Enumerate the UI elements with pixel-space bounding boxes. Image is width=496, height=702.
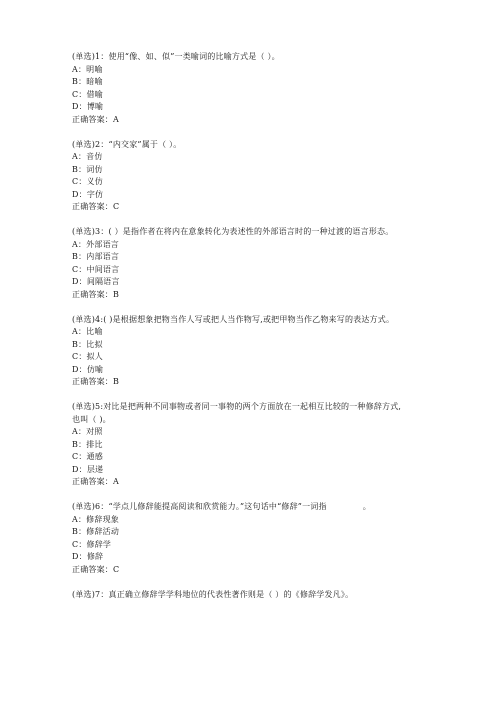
option-c: C：义仿 [72,177,103,186]
question-stem-line-2: 也叫（ )。 [72,414,111,424]
question-stem: (单选)3：( ）是指作者在将内在意象转化为表述性的外部语言时的一种过渡的语言形态。 [72,227,394,236]
option-c: C：借喻 [72,89,103,99]
correct-answer: 正确答案：C [72,564,120,574]
question-3 [72,226,432,301]
option-b: B：词仿 [72,164,103,174]
option-d: D：仿喻 [72,364,104,374]
correct-answer: 正确答案：A [72,114,119,124]
question-stem-line-1: (单选)5:对比是把两种不同事物或者同一事物的两个方面放在一起相互比较的一种修辞方式, [72,402,402,411]
question-1 [72,51,432,126]
option-a: A：外部语言 [72,239,119,249]
question-2 [72,139,432,214]
option-c: C：拟人 [72,352,103,361]
option-a: A：比喻 [72,327,103,336]
correct-answer: 正确答案：B [72,289,120,299]
option-a: A：明喻 [72,64,103,74]
option-a: A：修辞现象 [72,514,119,524]
option-b: B：暗喻 [72,77,103,86]
correct-answer: 正确答案：C [72,202,120,211]
option-c: C：修辞学 [72,539,112,549]
question-4 [72,314,432,389]
option-b: B：排比 [72,439,103,449]
option-a: A：音仿 [72,152,103,161]
question-stem [72,501,432,514]
option-c: C：通感 [72,452,103,461]
question-stem: (单选)2：“内交家”属于（ ）。 [72,139,182,149]
question-stem-end: 。 [362,502,371,511]
question-stem: (单选)4:( )是根据想象把物当作人写或把人当作物写,或把甲物当作乙物来写的表达方式。 [72,314,395,324]
question-stem: (单选)1：使用“像、如、似”一类喻词的比喻方式是（ ）。 [72,52,280,61]
option-d: D：间隔语言 [72,277,120,286]
question-6 [72,501,432,576]
question-stem-text: (单选)6：“学点儿修辞能提高阅读和欣赏能力。”这句话中“修辞”一词指 [72,502,327,511]
correct-answer: 正确答案：B [72,377,120,386]
question-5 [72,401,432,489]
option-a: A：对照 [72,427,103,436]
option-b: B：比拟 [72,339,103,349]
question-7 [72,589,432,602]
document-page [72,51,432,614]
option-b: B：内部语言 [72,252,120,261]
correct-answer: 正确答案：A [72,477,119,486]
option-d: D：博喻 [72,102,104,111]
option-d: D：层递 [72,464,104,474]
option-c: C：中间语言 [72,264,120,274]
option-d: D：修辞 [72,552,104,561]
option-d: D：字仿 [72,189,104,199]
option-b: B：修辞活动 [72,527,120,536]
question-stem: (单选)7：真正确立修辞学学科地位的代表性著作则是（ ）的《修辞学发凡》。 [72,589,354,599]
